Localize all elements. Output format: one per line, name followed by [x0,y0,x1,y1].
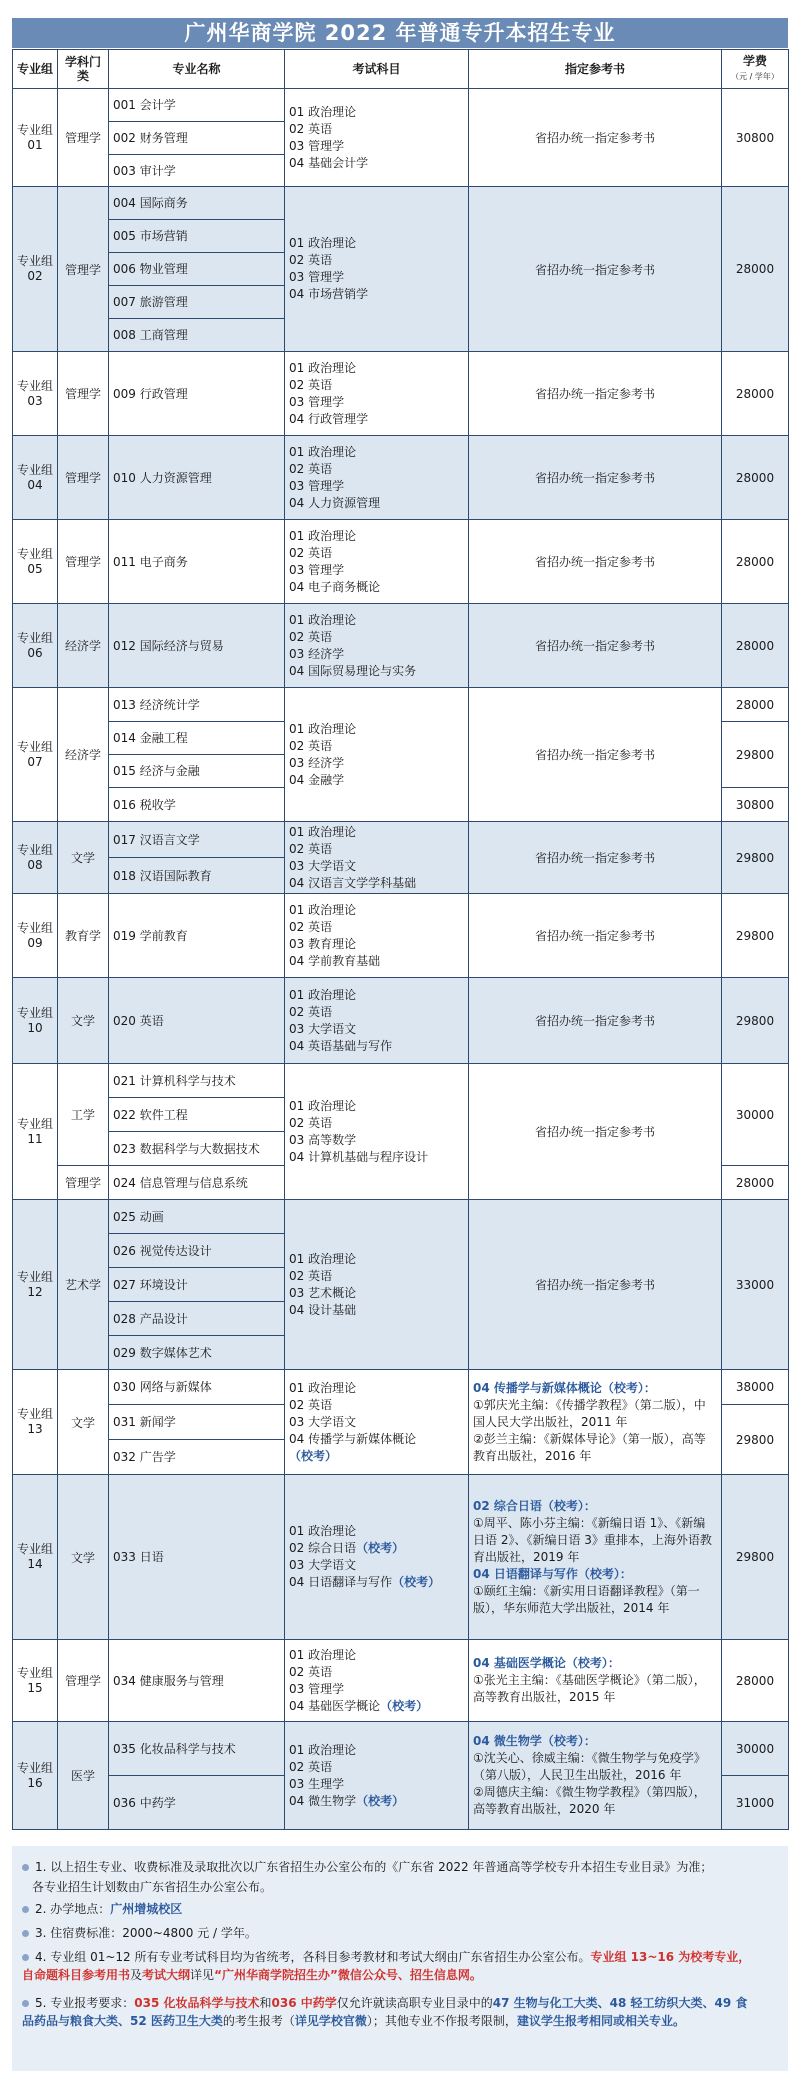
major-cell: 030 网络与新媒体 [109,1370,285,1405]
table-row [13,604,789,688]
subjects-cell: 01 政治理论 02 英语 03 管理学 04 基础医学概论（校考） [285,1640,469,1722]
fee-cell: 28000 [722,688,789,722]
category-cell: 文学 [58,1475,109,1640]
category-cell: 文学 [58,822,109,894]
book-cell: 04 传播学与新媒体概论（校考）： ①郭庆光主编：《传播学教程》（第二版），中国人民大学出版社，2011 年 ②彭兰主编：《新媒体导论》（第一版），高等教育出版社，2016 年 [469,1370,722,1475]
major-cell: 008 工商管理 [109,319,285,352]
table-row [13,1722,789,1776]
book-cell: 省招办统一指定参考书 [469,352,722,436]
group-cell: 专业组15 [13,1640,58,1722]
note-2: 2. 办学地点：广州增城校区 [22,1900,782,1918]
table-row [13,436,789,520]
book-cell: 02 综合日语（校考）： ①周平、陈小芬主编：《新编日语 1》、《新编日语 2》、《新编日语 3》重排本，上海外语教育出版社，2019 年 04 日语翻译与写作（校考）： ①颐红主编：《新实用日语翻译教程》（第一版），华东师范大学出版社，2014 年 [469,1475,722,1640]
fee-cell: 38000 [722,1370,789,1405]
table-row [13,1640,789,1722]
book-cell: 省招办统一指定参考书 [469,604,722,688]
fee-cell: 29800 [722,1405,789,1475]
note-5: 5. 专业报考要求：035 化妆品科学与技术和036 中药学仅允许就读高职专业目录中的47 生物与化工大类、48 轻工纺织大类、49 食 品药品与粮食大类、52 医药卫生大类的考生报考（详见学校官微）；其他专业不作报考限制，建议学生报考相同或相关专业。 [22,1996,748,2028]
major-cell: 020 英语 [109,978,285,1064]
subjects-cell: 01 政治理论 02 英语 03 管理学 04 人力资源管理 [285,436,469,520]
note-4: 4. 专业组 01~12 所有专业考试科目均为省统考，各科目参考教材和考试大纲由广东省招生办公室公布。专业组 13~16 为校考专业， 自命题科目参考用书及考试大纲详见“广州华商学院招生办”微信公众号、招生信息网。 [22,1950,751,1982]
group-cell: 专业组03 [13,352,58,436]
table-row [13,89,789,122]
group-cell: 专业组09 [13,894,58,978]
category-cell: 文学 [58,978,109,1064]
fee-cell: 30800 [722,89,789,187]
table-row [13,894,789,978]
category-cell: 文学 [58,1370,109,1475]
subjects-cell: 01 政治理论 02 英语 03 大学语文 04 汉语言文学学科基础 [285,822,469,894]
book-cell: 省招办统一指定参考书 [469,187,722,352]
subjects-cell: 01 政治理论 02 英语 03 高等数学 04 计算机基础与程序设计 [285,1064,469,1200]
fee-cell: 29800 [722,1475,789,1640]
major-cell: 014 金融工程 [109,722,285,755]
table-row [13,1475,789,1640]
book-cell: 省招办统一指定参考书 [469,520,722,604]
major-cell: 022 软件工程 [109,1098,285,1132]
notes-section [12,1846,788,2071]
major-cell: 002 财务管理 [109,122,285,155]
majors-table [12,49,789,1830]
subjects-cell: 01 政治理论 02 英语 03 大学语文 04 英语基础与写作 [285,978,469,1064]
major-cell: 001 会计学 [109,89,285,122]
book-cell: 省招办统一指定参考书 [469,436,722,520]
major-cell: 012 国际经济与贸易 [109,604,285,688]
header-subjects: 考试科目 [285,50,469,89]
group-cell: 专业组13 [13,1370,58,1475]
major-cell: 033 日语 [109,1475,285,1640]
category-cell: 管理学 [58,187,109,352]
fee-cell: 29800 [722,822,789,894]
group-cell: 专业组05 [13,520,58,604]
category-cell: 教育学 [58,894,109,978]
subjects-cell: 01 政治理论 02 英语 03 经济学 04 国际贸易理论与实务 [285,604,469,688]
major-cell: 009 行政管理 [109,352,285,436]
subjects-cell: 01 政治理论 02 英语 03 管理学 04 基础会计学 [285,89,469,187]
group-cell: 专业组07 [13,688,58,822]
category-cell: 管理学 [58,352,109,436]
major-cell: 011 电子商务 [109,520,285,604]
note-1-cont: 各专业招生计划数由广东省招生办公室公布。 [32,1880,273,1894]
subjects-cell: 01 政治理论 02 英语 03 经济学 04 金融学 [285,688,469,822]
group-cell: 专业组12 [13,1200,58,1370]
header-category: 学科门类 [58,50,109,89]
subjects-cell: 01 政治理论 02 英语 03 教育理论 04 学前教育基础 [285,894,469,978]
major-cell: 005 市场营销 [109,220,285,253]
category-cell: 管理学 [58,1640,109,1722]
note-1: 1. 以上招生专业、收费标准及录取批次以广东省招生办公室公布的《广东省 2022 年普通高等学校专升本招生专业目录》为准； [22,1858,782,1876]
fee-cell: 29800 [722,894,789,978]
major-cell: 028 产品设计 [109,1302,285,1336]
fee-cell: 28000 [722,520,789,604]
note-3: 3. 住宿费标准：2000~4800 元 / 学年。 [22,1924,782,1942]
header-fee: 学费 （元 / 学年） [722,50,789,89]
major-cell: 017 汉语言文学 [109,822,285,858]
fee-cell: 31000 [722,1776,789,1830]
fee-cell: 30800 [722,788,789,822]
major-cell: 035 化妆品科学与技术 [109,1722,285,1776]
fee-cell: 28000 [722,352,789,436]
major-cell: 016 税收学 [109,788,285,822]
category-cell: 经济学 [58,604,109,688]
header-major: 专业名称 [109,50,285,89]
book-cell: 省招办统一指定参考书 [469,1064,722,1200]
table-row [13,1200,789,1234]
table-row [13,688,789,722]
subjects-cell: 01 政治理论 02 综合日语（校考） 03 大学语文 04 日语翻译与写作（校考） [285,1475,469,1640]
category-cell: 管理学 [58,436,109,520]
category-cell: 工学 [58,1064,109,1166]
book-cell: 省招办统一指定参考书 [469,822,722,894]
subjects-cell: 01 政治理论 02 英语 03 大学语文 04 传播学与新媒体概论（校考） [285,1370,469,1475]
major-cell: 004 国际商务 [109,187,285,220]
major-cell: 025 动画 [109,1200,285,1234]
subjects-cell: 01 政治理论 02 英语 03 管理学 04 行政管理学 [285,352,469,436]
group-cell: 专业组14 [13,1475,58,1640]
table-row [13,978,789,1064]
header-group: 专业组 [13,50,58,89]
subjects-cell: 01 政治理论 02 英语 03 管理学 04 电子商务概论 [285,520,469,604]
fee-cell: 28000 [722,187,789,352]
fee-cell: 29800 [722,722,789,788]
group-cell: 专业组02 [13,187,58,352]
table-row [13,520,789,604]
major-cell: 007 旅游管理 [109,286,285,319]
major-cell: 024 信息管理与信息系统 [109,1166,285,1200]
category-cell: 经济学 [58,688,109,822]
fee-cell: 28000 [722,1166,789,1200]
fee-cell: 30000 [722,1064,789,1166]
category-cell: 管理学 [58,1166,109,1200]
major-cell: 018 汉语国际教育 [109,858,285,894]
major-cell: 019 学前教育 [109,894,285,978]
table-header [13,50,789,89]
group-cell: 专业组16 [13,1722,58,1830]
fee-cell: 33000 [722,1200,789,1370]
fee-cell: 28000 [722,1640,789,1722]
major-cell: 031 新闻学 [109,1405,285,1440]
book-cell: 04 基础医学概论（校考）： ①张光主主编：《基础医学概论》（第二版），高等教育出版社，2015 年 [469,1640,722,1722]
table-row [13,352,789,436]
subjects-cell: 01 政治理论 02 英语 03 艺术概论 04 设计基础 [285,1200,469,1370]
major-cell: 021 计算机科学与技术 [109,1064,285,1098]
book-cell: 省招办统一指定参考书 [469,688,722,822]
major-cell: 026 视觉传达设计 [109,1234,285,1268]
subjects-cell: 01 政治理论 02 英语 03 管理学 04 市场营销学 [285,187,469,352]
group-cell: 专业组06 [13,604,58,688]
table-row [13,1370,789,1405]
major-cell: 006 物业管理 [109,253,285,286]
major-cell: 010 人力资源管理 [109,436,285,520]
major-cell: 032 广告学 [109,1440,285,1475]
page-title: 广州华商学院 2022 年普通专升本招生专业 [12,18,788,48]
major-cell: 015 经济与金融 [109,755,285,788]
fee-cell: 28000 [722,436,789,520]
major-cell: 036 中药学 [109,1776,285,1830]
major-cell: 029 数字媒体艺术 [109,1336,285,1370]
book-cell: 省招办统一指定参考书 [469,978,722,1064]
group-cell: 专业组08 [13,822,58,894]
major-cell: 013 经济统计学 [109,688,285,722]
major-cell: 027 环境设计 [109,1268,285,1302]
category-cell: 艺术学 [58,1200,109,1370]
group-cell: 专业组01 [13,89,58,187]
fee-cell: 28000 [722,604,789,688]
major-cell: 034 健康服务与管理 [109,1640,285,1722]
category-cell: 管理学 [58,89,109,187]
fee-cell: 30000 [722,1722,789,1776]
group-cell: 专业组11 [13,1064,58,1200]
group-cell: 专业组10 [13,978,58,1064]
book-cell: 省招办统一指定参考书 [469,1200,722,1370]
major-cell: 023 数据科学与大数据技术 [109,1132,285,1166]
book-cell: 省招办统一指定参考书 [469,89,722,187]
table-row [13,822,789,858]
category-cell: 管理学 [58,520,109,604]
book-cell: 04 微生物学（校考）： ①沈关心、徐威主编：《微生物学与免疫学》（第八版），人民卫生出版社，2016 年 ②周德庆主编：《微生物学教程》（第四版），高等教育出版社，2020 年 [469,1722,722,1830]
major-cell: 003 审计学 [109,155,285,187]
subjects-cell: 01 政治理论 02 英语 03 生理学 04 微生物学（校考） [285,1722,469,1830]
group-cell: 专业组04 [13,436,58,520]
category-cell: 医学 [58,1722,109,1830]
table-row [13,1064,789,1098]
fee-cell: 29800 [722,978,789,1064]
header-books: 指定参考书 [469,50,722,89]
book-cell: 省招办统一指定参考书 [469,894,722,978]
table-row [13,187,789,220]
